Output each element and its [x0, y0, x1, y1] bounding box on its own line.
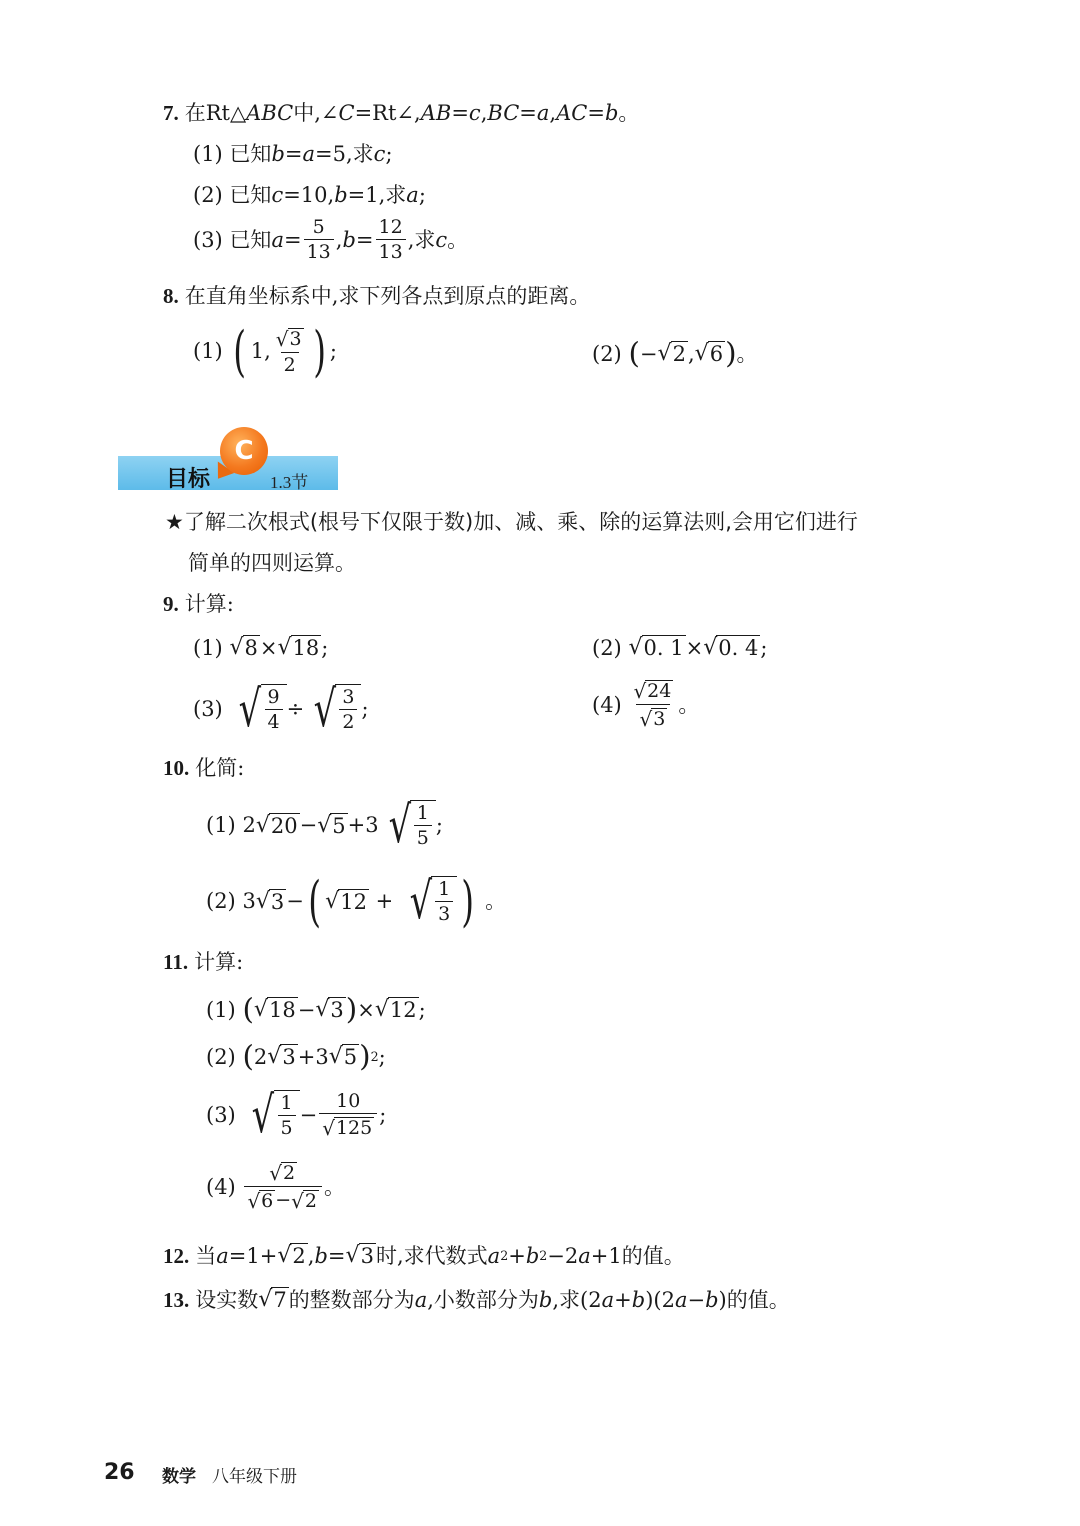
fraction: √ 2 √ 6 − √ 2 — [244, 1162, 322, 1212]
fraction — [630, 680, 676, 730]
radical: √ 2 — [657, 341, 686, 367]
radical: √ $\frac{1}{3}$ — [400, 876, 457, 926]
radical: √ 3 — [315, 997, 344, 1023]
radical: √ 18 — [253, 997, 296, 1023]
q8-stem: 8. 在直角坐标系中,求下列各点到原点的距离。 — [163, 284, 591, 308]
fraction: $\frac{5}{13}$ — [304, 218, 334, 262]
q9-part4: (4) √ 24 √ 3 。 — [592, 678, 700, 731]
goal-line-2: 简单的四则运算。 — [188, 551, 356, 575]
q9-stem: 9. 计算: — [163, 592, 234, 616]
q9-part2: (2) √ 0. 1 × √ 0. 4 ; — [592, 635, 768, 661]
q7-stem: 7. 在Rt△ABC中,∠C=Rt∠,AB=c,BC=a,AC=b。 — [163, 101, 640, 125]
radical: √ 20 — [255, 813, 298, 839]
radical: √ 6 — [694, 341, 724, 367]
q8-part1: (1) ( 1, √ 3 2 ) ; — [193, 319, 337, 383]
q10-stem: 10. 化简: — [163, 756, 245, 780]
q11-part2: (2) ( 2 √ 3 +3 √ 5 ) 2 ; — [206, 1038, 386, 1073]
radical: √ 3 — [275, 326, 302, 351]
radical: √ 0. 4 — [703, 635, 759, 661]
q13: 13. 设实数 √ 7 的整数部分为 a ,小数部分为 b ,求(2 a + b )(2 a − b )的值。 — [163, 1287, 790, 1313]
radical: √ 0. 1 — [628, 635, 684, 661]
radical: √ 12 — [325, 889, 367, 915]
q7-part3: (3) 已知 a = $\frac{5}{13}$ , b = $\frac{12}{13}$ ,求 c 。 — [193, 216, 469, 263]
q11-stem: 11. 计算: — [163, 950, 244, 974]
q7-part1: (1) 已知b=a=5,求c; — [193, 142, 393, 166]
radical: √ 5 — [317, 813, 346, 839]
level-badge: C — [220, 427, 268, 475]
fraction: 10 √ 125 — [319, 1092, 377, 1139]
radical: √ 6 — [247, 1188, 274, 1213]
radical: √ $\frac{1}{5}$ — [242, 1090, 299, 1140]
radical: √ 18 — [277, 635, 320, 661]
q7-part2: (2) 已知c=10,b=1,求a; — [193, 183, 426, 207]
radical: √ 12 — [374, 997, 417, 1023]
fraction: √ 3 2 — [275, 326, 302, 376]
radical: √ 3 — [345, 1243, 374, 1269]
subject-label: 数学 — [162, 1467, 196, 1487]
radical: √ 3 — [639, 706, 666, 731]
goal-line-1: ★了解二次根式(根号下仅限于数)加、减、乘、除的运算法则,会用它们进行 — [165, 510, 858, 534]
grade-label: 八年级下册 — [212, 1467, 297, 1487]
radical: √ $\frac{3}{2}$ — [304, 684, 361, 734]
q11-part4: (4) √ 2 √ 6 − √ 2 。 — [206, 1160, 345, 1213]
fraction: $\frac{12}{13}$ — [376, 218, 406, 262]
q9-part3: (3) √ $\frac{9}{4}$ ÷ √ $\frac{3}{2}$ ; — [193, 679, 369, 738]
target-label: 目标 — [166, 467, 211, 492]
q10-part2: (2) 3 √ 3 − ( √ 12 + √ $\frac{1}{3}$ ) 。 — [206, 869, 507, 933]
radical: √ 3 — [267, 1044, 296, 1070]
q12: 12. 当 a =1+ √ 2 , b = √ 3 时,求代数式 a 2 + b 2 −2 a +1的值。 — [163, 1243, 685, 1269]
radical: √ 3 — [255, 889, 285, 915]
radical: √ $\frac{9}{4}$ — [229, 684, 286, 734]
radical: √ 125 — [322, 1115, 373, 1140]
radical: √ 2 — [269, 1160, 296, 1185]
target-section: 1.3节 — [270, 473, 309, 492]
q9-part1: (1) √ 8 × √ 18 ; — [193, 635, 329, 661]
q11-part1: (1) ( √ 18 − √ 3 ) × √ 12 ; — [206, 991, 426, 1026]
radical: √ 5 — [328, 1044, 358, 1070]
page-number: 26 — [104, 1460, 135, 1485]
q11-part3: (3) √ $\frac{1}{5}$ − 10 √ 125 ; — [206, 1085, 387, 1144]
radical: √ 8 — [229, 635, 258, 661]
radical: √ 24 — [633, 678, 672, 703]
radical: √ 2 — [277, 1243, 306, 1269]
radical: √ $\frac{1}{5}$ — [379, 800, 436, 850]
radical: √ 7 — [258, 1287, 287, 1313]
q10-part1: (1) 2 √ 20 − √ 5 +3 √ $\frac{1}{5}$ ; — [206, 795, 443, 854]
radical: √ 2 — [291, 1188, 317, 1213]
q8-part2: (2) ( − √ 2 , √ 6 ) 。 — [592, 335, 758, 370]
star-icon: ★ — [165, 510, 184, 534]
